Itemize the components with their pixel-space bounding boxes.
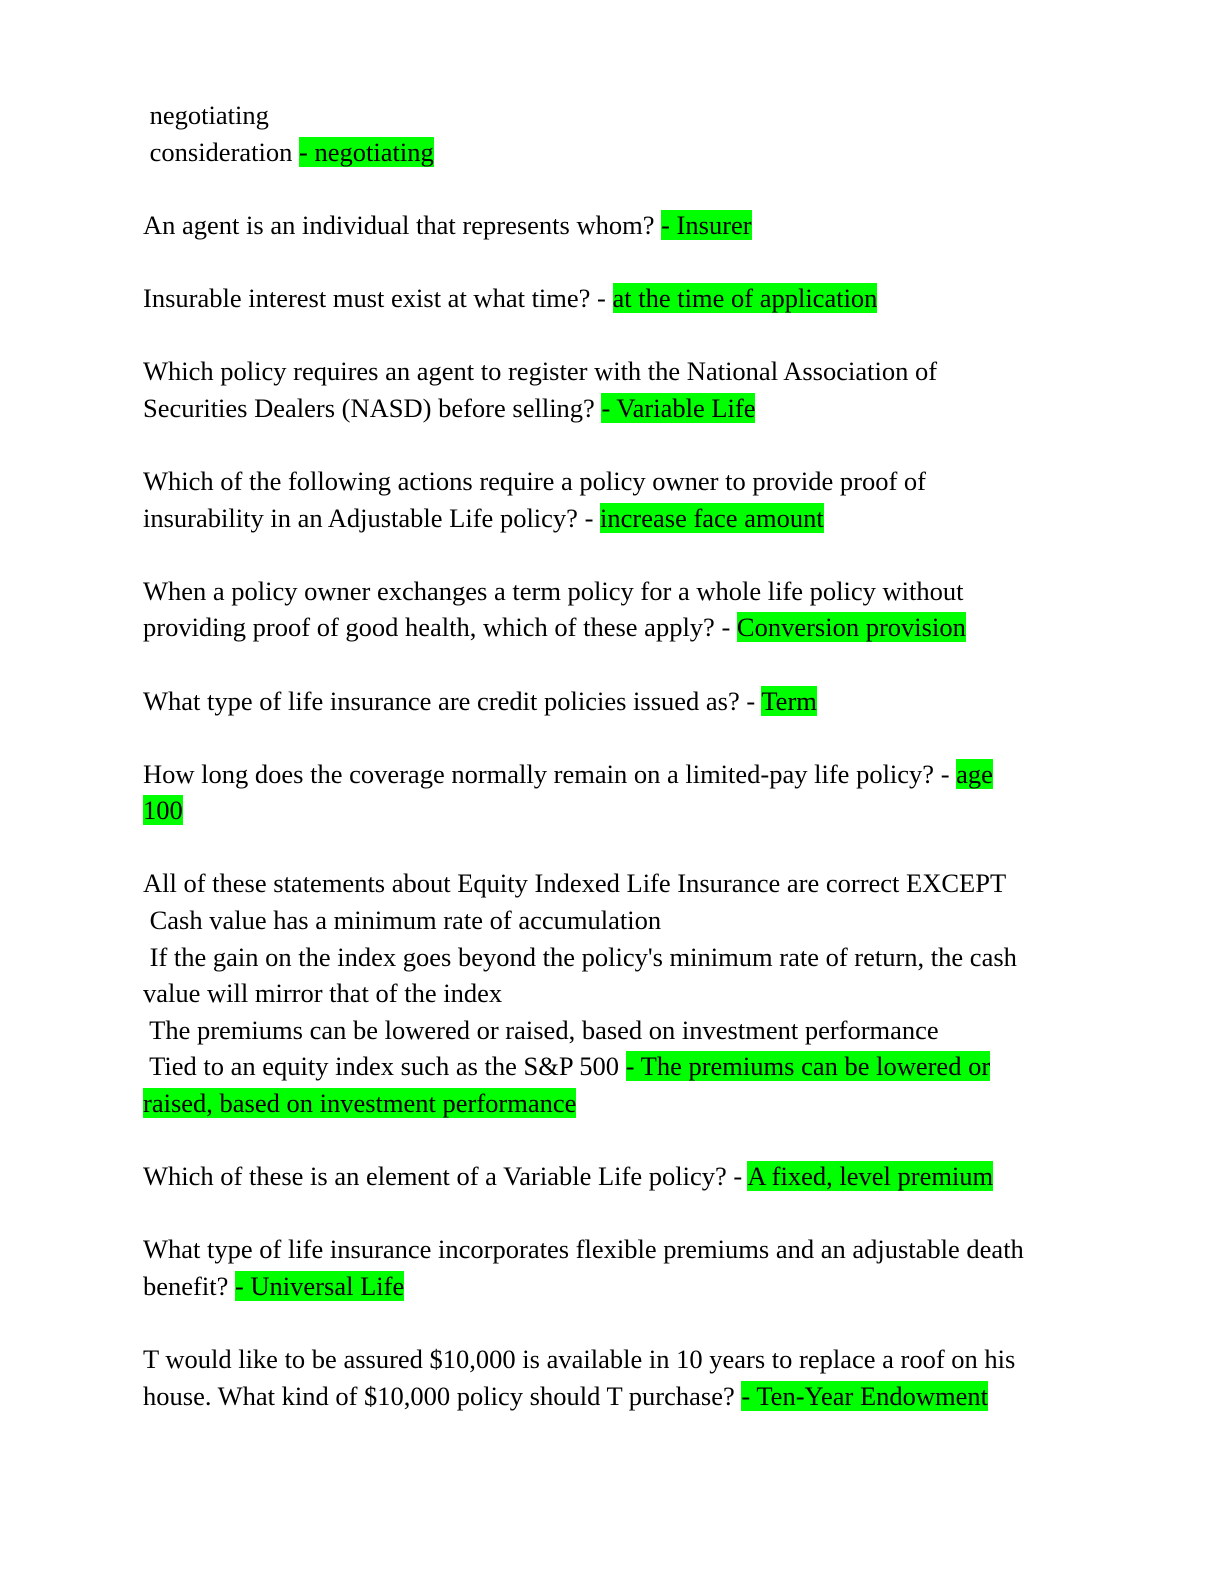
question-text: Which of the following actions require a policy owner to provide proof of	[143, 465, 926, 496]
highlighted-answer: age	[956, 758, 993, 789]
highlighted-answer: 100	[143, 795, 183, 826]
question-line	[143, 353, 1083, 390]
question-text: Cash value has a minimum rate of accumulation	[143, 905, 662, 936]
question-text: insurability in an Adjustable Life policy? -	[143, 502, 601, 533]
question-text: Securities Dealers (NASD) before selling?	[143, 392, 602, 423]
qa-item	[143, 573, 1083, 646]
question-line	[143, 609, 1083, 646]
question-line	[143, 939, 1083, 976]
answer-line	[143, 1085, 1083, 1122]
question-line	[143, 1378, 1083, 1415]
question-text: benefit?	[143, 1271, 235, 1301]
question-text: The premiums can be lowered or raised, based on investment performance	[143, 1014, 939, 1045]
question-text: value will mirror that of the index	[143, 978, 503, 1009]
question-text: An agent is an individual that represents whom?	[143, 209, 662, 240]
question-text: Insurable interest must exist at what time? -	[143, 282, 613, 313]
question-line	[143, 1012, 1083, 1049]
question-text: providing proof of good health, which of these apply? -	[143, 612, 737, 643]
question-text: How long does the coverage normally remain on a limited-pay life policy? -	[143, 758, 957, 789]
qa-item	[143, 207, 1083, 244]
option-text: negotiating	[143, 100, 269, 130]
question-list	[143, 207, 1083, 1415]
question-line	[143, 463, 1083, 500]
highlighted-answer: A fixed, level premium	[747, 1161, 994, 1192]
highlighted-answer: raised, based on investment performance	[143, 1088, 577, 1119]
question-text: Which policy requires an agent to register with the National Association of	[143, 356, 938, 387]
highlighted-answer: Conversion provision	[736, 612, 966, 643]
question-line	[143, 975, 1083, 1012]
highlighted-answer: - Universal Life	[234, 1271, 405, 1301]
qa-item	[143, 865, 1083, 1121]
top-block	[143, 97, 1083, 170]
highlighted-answer: - Variable Life	[601, 392, 756, 423]
qa-item	[143, 463, 1083, 536]
question-line	[143, 573, 1083, 610]
document-page	[143, 97, 1083, 1451]
highlighted-answer: Term	[761, 685, 817, 716]
highlighted-answer: - Insurer	[661, 209, 752, 240]
qa-item	[143, 280, 1083, 317]
question-line	[143, 1341, 1083, 1378]
qa-item	[143, 1231, 1083, 1304]
qa-item	[143, 1158, 1083, 1195]
question-line	[143, 683, 1083, 720]
question-line	[143, 756, 1083, 793]
highlighted-answer: - The premiums can be lowered or	[625, 1051, 991, 1082]
question-line	[143, 280, 1083, 317]
question-text: When a policy owner exchanges a term policy for a whole life policy without	[143, 575, 964, 606]
qa-item	[143, 1341, 1083, 1414]
question-line	[143, 390, 1083, 427]
answer-line	[143, 792, 1083, 829]
highlighted-answer: at the time of application	[612, 282, 878, 313]
qa-item	[143, 353, 1083, 426]
question-line	[143, 1048, 1083, 1085]
question-text: Which of these is an element of a Variable Life policy? -	[143, 1161, 748, 1192]
question-line	[143, 207, 1083, 244]
question-line	[143, 1158, 1083, 1195]
option-line	[143, 97, 1083, 134]
question-line	[143, 865, 1083, 902]
question-line	[143, 902, 1083, 939]
qa-item	[143, 756, 1083, 829]
question-text: If the gain on the index goes beyond the policy's minimum rate of return, the cash	[143, 941, 1017, 972]
question-text: What type of life insurance are credit policies issued as? -	[143, 685, 762, 716]
highlighted-answer: - negotiating	[299, 136, 434, 167]
highlighted-answer: increase face amount	[600, 502, 824, 533]
highlighted-answer: - Ten-Year Endowment	[741, 1380, 989, 1411]
question-text: Tied to an equity index such as the S&P 500	[143, 1051, 626, 1082]
question-line	[143, 1231, 1083, 1268]
question-text: T would like to be assured $10,000 is available in 10 years to replace a roof on his	[143, 1344, 1016, 1375]
question-text: house. What kind of $10,000 policy should T purchase?	[143, 1380, 742, 1411]
qa-item	[143, 683, 1083, 720]
question-line	[143, 1268, 1083, 1305]
question-text: All of these statements about Equity Indexed Life Insurance are correct EXCEPT	[143, 868, 1007, 899]
option-line	[143, 134, 1083, 171]
question-line	[143, 500, 1083, 537]
question-text: What type of life insurance incorporates flexible premiums and an adjustable death	[143, 1234, 1024, 1265]
option-text: consideration	[143, 136, 300, 167]
